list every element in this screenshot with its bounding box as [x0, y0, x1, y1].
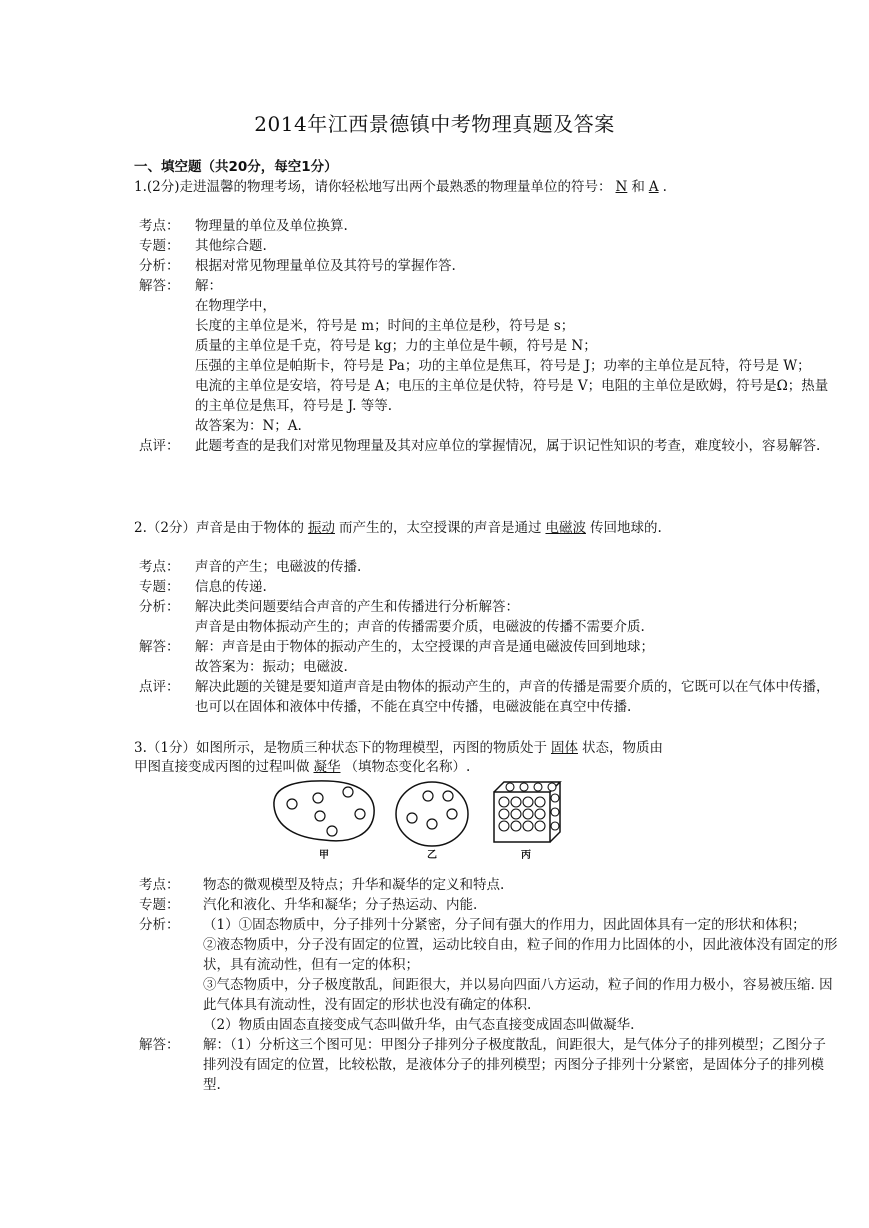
q1-analysis: 考点： 物理量的单位及单位换算. 专题： 其他综合题. 分析： 根据对常见物理量单位及其符号的掌握作答. 解答： 解： 在物理学中， 长度的主单位是米，符号是 m；时间的主单位是秒，符号是 s； 质量的主单位是千克，符号是 kg；力的主单位是牛顿，符号是 N； 压强的主单位是帕斯卡，符号是 Pa；功的主单位是焦耳，符号是 J；功率的主单位是瓦特，符号是 W； 电流的主单位是安培，符号是 A；电压的主单位是伏特，符号是 V；电阻的主单位是欧姆，符号是Ω；热量的主单位是焦耳，符号是 J. 等等. 故答案为：N；A. 点评： 此题考查的是我们对常见物理量及其对应单位的掌握情况，属于识记性知识的考查，难度较小，容易解答.	[139, 216, 839, 456]
question-3-line-1: 3.（1分）如图所示，是物质三种状态下的物理模型，丙图的物质处于 固体 状态，物质由	[134, 740, 663, 756]
states-of-matter-figure	[268, 776, 568, 862]
question-2: 2.（2分）声音是由于物体的 振动 而产生的，太空授课的声音是通过 电磁波 传回地球的.	[134, 520, 662, 536]
q2-jieda: 解：声音是由于物体的振动产生的，太空授课的声音是通电磁波传回到地球； 故答案为：振动；电磁波.	[195, 639, 654, 675]
q3-fenxi: （1）①固态物质中，分子排列十分紧密，分子间有强大的作用力，因此固体具有一定的形状和体积； ②液态物质中，分子没有固定的位置，运动比较自由，粒子间的作用力比固体的小，因此液体没有固定的形状，具有流动性，但有一定的体积； ③气态物质中，分子极度散乱，间距很大，并以易向四面八方运动，粒子间的作用力极小，容易被压缩. 因此气体具有流动性，没有固定的形状也没有确定的体积. （2）物质由固态直接变成气态叫做升华，由气态直接变成固态叫做凝华.	[203, 917, 838, 1033]
section-heading: 一、填空题（共20分，每空1分）	[134, 159, 338, 175]
gas-molecules	[287, 787, 365, 836]
q3-answer-2: 凝华	[313, 759, 341, 775]
q1-answer-2: A	[648, 179, 659, 195]
q1-jieda: 解： 在物理学中， 长度的主单位是米，符号是 m；时间的主单位是秒，符号是 s； 质量的主单位是千克，符号是 kg；力的主单位是牛顿，符号是 N； 压强的主单位是帕斯卡，符号是 Pa；功的主单位是焦耳，符号是 J；功率的主单位是瓦特，符号是 W； 电流的主单位是安培，符号是 A；电压的主单位是伏特，符号是 V；电阻的主单位是欧姆，符号是Ω；热量的主单位是焦耳，符号是 J. 等等. 故答案为：N；A.	[195, 278, 829, 434]
q2-zhuanti: 信息的传递.	[195, 579, 267, 595]
liquid-molecules	[407, 791, 457, 829]
q3-zhuanti: 汽化和液化、升华和凝华；分子热运动、内能.	[203, 897, 478, 913]
fig-label-jia: 甲	[319, 850, 329, 861]
q1-answer-1: N	[615, 179, 628, 195]
q3-analysis: 考点： 物态的微观模型及特点；升华和凝华的定义和特点. 专题： 汽化和液化、升华和凝华；分子热运动、内能. 分析： （1）①固态物质中，分子排列十分紧密，分子间有强大的作用力，因此固体具有一定的形状和体积； ②液态物质中，分子没有固定的位置，运动比较自由，粒子间的作用力比固体的小，因此液体没有固定的形状，具有流动性，但有一定的体积； ③气态物质中，分子极度散乱，间距很大，并以易向四面八方运动，粒子间的作用力极小，容易被压缩. 因此气体具有流动性，没有固定的形状也没有确定的体积. （2）物质由固态直接变成气态叫做升华，由气态直接变成固态叫做凝华. 解答： 解：（1）分析这三个图可见：甲图分子排列分子极度散乱，间距很大，是气体分子的排列模型；乙图分子排列没有固定的位置，比较松散，是液体分子的排列模型；丙图分子排列十分紧密，是固体分子的排列模型.	[139, 877, 838, 1093]
q3-stem: 3.（1分）如图所示，是物质三种状态下的物理模型，丙图的物质处于	[134, 740, 547, 756]
page-title: 2014年江西景德镇中考物理真题及答案	[254, 112, 615, 136]
q2-fenxi: 解决此类问题要结合声音的产生和传播进行分析解答： 声音是由物体振动产生的；声音的传播需要介质，电磁波的传播不需要介质.	[195, 599, 645, 635]
q2-kaodian: 声音的产生；电磁波的传播.	[195, 559, 362, 575]
q1-dianping: 此题考查的是我们对常见物理量及其对应单位的掌握情况，属于识记性知识的考查，难度较小，容易解答.	[195, 438, 821, 454]
q2-analysis: 考点： 声音的产生；电磁波的传播. 专题： 信息的传递. 分析： 解决此类问题要结合声音的产生和传播进行分析解答： 声音是由物体振动产生的；声音的传播需要介质，电磁波的传播不需要介质. 解答： 解：声音是由于物体的振动产生的，太空授课的声音是通电磁波传回到地球； 故答案为：振动；电磁波. 点评： 解决此题的关键是要知道声音是由物体的振动产生的，声音的传播是需要介质的，它既可以在气体中传播，也可以在固体和液体中传播，不能在真空中传播，电磁波能在真空中传播.	[139, 557, 839, 717]
q3-jieda: 解：（1）分析这三个图可见：甲图分子排列分子极度散乱，间距很大，是气体分子的排列模型；乙图分子排列没有固定的位置，比较松散，是液体分子的排列模型；丙图分子排列十分紧密，是固体分子的排列模型.	[203, 1037, 826, 1093]
q1-zhuanti: 其他综合题.	[195, 238, 267, 254]
q2-stem: 2.（2分）声音是由于物体的	[134, 520, 304, 536]
question-3-line-2: 甲图直接变成丙图的过程叫做 凝华 （填物态变化名称）.	[134, 759, 471, 775]
q1-stem: 1.(2分)走进温馨的物理考场，请你轻松地写出两个最熟悉的物理量单位的符号：	[134, 179, 612, 195]
fig-label-bing: 丙	[521, 850, 531, 861]
question-1: 1.(2分)走进温馨的物理考场，请你轻松地写出两个最熟悉的物理量单位的符号： N 和 A .	[134, 179, 667, 195]
q2-answer-2: 电磁波	[545, 520, 586, 536]
q1-fenxi: 根据对常见物理量单位及其符号的掌握作答.	[195, 258, 456, 274]
fig-label-yi: 乙	[427, 850, 437, 861]
q2-answer-1: 振动	[307, 520, 335, 536]
q1-kaodian: 物理量的单位及单位换算.	[195, 218, 348, 234]
q3-answer-1: 固体	[550, 740, 578, 756]
q2-dianping: 解决此题的关键是要知道声音是由物体的振动产生的，声音的传播是需要介质的，它既可以在气体中传播，也可以在固体和液体中传播，不能在真空中传播，电磁波能在真空中传播.	[195, 679, 830, 715]
q3-kaodian: 物态的微观模型及特点；升华和凝华的定义和特点.	[203, 877, 505, 893]
